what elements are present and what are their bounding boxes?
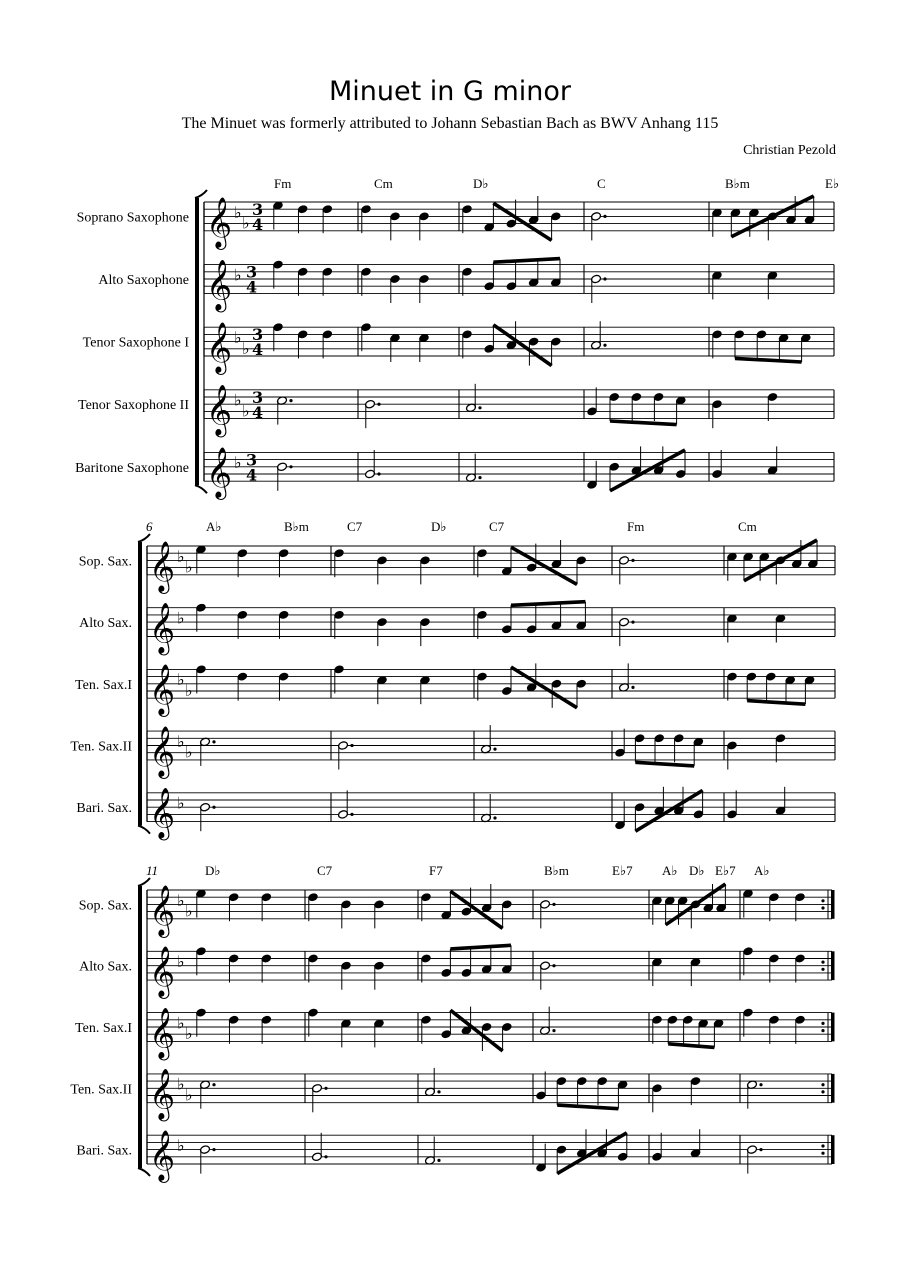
- chord-symbol: E♭: [825, 176, 840, 191]
- beam: [747, 701, 805, 705]
- dot: [212, 1083, 215, 1086]
- repeat-dot: [821, 899, 824, 902]
- final-barline-thick: [831, 890, 835, 919]
- dot: [324, 1155, 327, 1158]
- composer-name: Christian Pezold: [743, 143, 836, 158]
- key-flat-icon: ♭: [177, 952, 185, 972]
- instrument-label: Sop. Sax.: [78, 554, 132, 570]
- dot: [212, 1148, 215, 1151]
- score-title: Minuet in G minor: [328, 76, 572, 107]
- key-flat-icon: ♭: [177, 793, 185, 813]
- beam: [557, 1133, 627, 1174]
- treble-clef-icon: 𝄞: [149, 725, 176, 777]
- repeat-dot: [821, 1083, 824, 1086]
- system-bracket: [138, 542, 142, 826]
- time-signature-top: 3: [252, 325, 264, 345]
- key-flat-icon: ♭: [177, 608, 185, 628]
- time-signature-top: 3: [252, 387, 264, 407]
- treble-clef-icon: 𝄞: [206, 259, 233, 311]
- dot: [631, 621, 634, 624]
- key-flat-icon: ♭: [177, 1013, 185, 1033]
- measure-number: 11: [146, 863, 159, 878]
- repeat-dot: [821, 1152, 824, 1155]
- dot: [478, 406, 481, 409]
- final-barline-thick: [831, 1135, 835, 1164]
- instrument-label: Ten. Sax.II: [70, 1082, 132, 1098]
- treble-clef-icon: 𝄞: [149, 1068, 176, 1120]
- repeat-dot: [821, 961, 824, 964]
- beam: [610, 450, 685, 491]
- dot: [493, 816, 496, 819]
- dot: [324, 1087, 327, 1090]
- time-signature-bottom: 4: [252, 402, 264, 422]
- treble-clef-icon: 𝄞: [149, 1007, 176, 1059]
- chord-symbol: D♭: [689, 863, 705, 878]
- chord-symbol: E♭7: [715, 863, 736, 878]
- beam: [635, 762, 694, 766]
- time-signature-bottom: 4: [246, 277, 258, 297]
- key-flat-icon: ♭: [185, 901, 193, 921]
- key-flat-icon: ♭: [234, 265, 242, 285]
- key-flat-icon: ♭: [185, 1085, 193, 1105]
- chord-symbol: A♭: [662, 863, 678, 878]
- chord-symbol: Cm: [374, 176, 393, 191]
- time-signature-top: 3: [246, 450, 258, 470]
- instrument-label: Soprano Saxophone: [76, 210, 189, 226]
- key-flat-icon: ♭: [185, 681, 193, 700]
- key-flat-icon: ♭: [234, 453, 242, 473]
- instrument-label: Alto Sax.: [79, 616, 132, 632]
- treble-clef-icon: 𝄞: [149, 602, 176, 654]
- chord-symbol: B♭m: [725, 176, 750, 191]
- chord-symbol: C: [597, 176, 606, 191]
- dot: [377, 403, 380, 406]
- key-flat-icon: ♭: [234, 202, 242, 222]
- beam: [450, 1010, 502, 1051]
- chord-symbol: C7: [489, 519, 505, 534]
- time-signature-top: 3: [252, 200, 264, 219]
- chord-symbol: D♭: [431, 519, 447, 534]
- instrument-label: Ten. Sax.II: [70, 739, 132, 755]
- key-flat-icon: ♭: [234, 390, 242, 410]
- instrument-label: Alto Sax.: [79, 959, 132, 975]
- chord-symbol: Fm: [274, 176, 292, 191]
- key-flat-icon: ♭: [185, 742, 193, 762]
- chord-symbol: F7: [429, 863, 443, 878]
- treble-clef-icon: 𝄞: [206, 447, 233, 499]
- repeat-dot: [821, 1029, 824, 1032]
- dot: [350, 813, 353, 816]
- dot: [631, 686, 634, 689]
- chord-symbol: E♭7: [612, 863, 633, 878]
- key-flat-icon: ♭: [177, 1074, 185, 1094]
- beam: [735, 358, 802, 362]
- dot: [212, 740, 215, 743]
- instrument-label: Bari. Sax.: [76, 1143, 132, 1159]
- final-barline-thick: [831, 1013, 835, 1042]
- score-subtitle: The Minuet was formerly attributed to Johann Sebastian Bach as BWV Anhang 115: [181, 115, 719, 132]
- final-barline-thick: [831, 951, 835, 980]
- beam: [668, 1044, 714, 1048]
- treble-clef-icon: 𝄞: [206, 196, 233, 248]
- dot: [759, 1083, 762, 1086]
- beam: [511, 602, 585, 606]
- repeat-dot: [821, 968, 824, 971]
- repeat-dot: [821, 1090, 824, 1093]
- dot: [350, 744, 353, 747]
- treble-clef-icon: 𝄞: [149, 1130, 176, 1181]
- instrument-label: Bari. Sax.: [76, 801, 132, 817]
- beam: [493, 325, 551, 366]
- dot: [478, 476, 481, 479]
- dot: [289, 465, 292, 468]
- system-bracket: [138, 886, 142, 1168]
- instrument-label: Sop. Sax.: [78, 898, 132, 914]
- treble-clef-icon: 𝄞: [149, 540, 176, 592]
- key-flat-icon: ♭: [177, 890, 185, 910]
- time-signature-bottom: 4: [252, 215, 264, 234]
- dot: [437, 1159, 440, 1162]
- beam: [493, 259, 560, 263]
- chord-symbol: C7: [347, 519, 363, 534]
- dot: [603, 215, 606, 218]
- chord-symbol: B♭m: [284, 519, 309, 534]
- chord-symbol: C7: [317, 863, 333, 878]
- key-flat-icon: ♭: [242, 401, 250, 421]
- repeat-dot: [821, 1022, 824, 1025]
- time-signature-bottom: 4: [246, 465, 258, 485]
- time-signature-bottom: 4: [252, 340, 264, 360]
- instrument-label: Alto Saxophone: [98, 273, 189, 288]
- key-flat-icon: ♭: [177, 546, 185, 566]
- instrument-label: Baritone Saxophone: [75, 460, 189, 476]
- dot: [437, 1090, 440, 1093]
- system-bracket: [195, 198, 199, 485]
- beam: [511, 667, 577, 708]
- beam: [610, 421, 677, 425]
- dot: [493, 748, 496, 751]
- chord-symbol: A♭: [754, 863, 770, 878]
- key-flat-icon: ♭: [177, 1136, 185, 1155]
- beam: [635, 790, 702, 831]
- dot: [759, 1148, 762, 1151]
- instrument-label: Ten. Sax.I: [75, 1021, 132, 1036]
- chord-symbol: D♭: [205, 863, 221, 878]
- instrument-label: Tenor Saxophone II: [78, 398, 189, 414]
- treble-clef-icon: 𝄞: [149, 787, 176, 839]
- dot: [212, 806, 215, 809]
- treble-clef-icon: 𝄞: [149, 664, 176, 716]
- key-flat-icon: ♭: [185, 557, 193, 577]
- dot: [603, 277, 606, 280]
- treble-clef-icon: 𝄞: [149, 884, 176, 936]
- key-flat-icon: ♭: [242, 213, 250, 233]
- treble-clef-icon: 𝄞: [206, 384, 233, 436]
- beam: [557, 1105, 618, 1109]
- chord-symbol: Fm: [627, 519, 645, 534]
- treble-clef-icon: 𝄞: [206, 322, 233, 373]
- dot: [631, 559, 634, 562]
- key-flat-icon: ♭: [185, 1024, 193, 1044]
- repeat-dot: [821, 906, 824, 909]
- key-flat-icon: ♭: [234, 328, 242, 347]
- measure-number: 6: [146, 519, 153, 534]
- dot: [289, 399, 292, 402]
- final-barline-thick: [831, 1074, 835, 1103]
- treble-clef-icon: 𝄞: [149, 946, 176, 998]
- key-flat-icon: ♭: [177, 670, 185, 690]
- beam: [450, 945, 511, 949]
- chord-symbol: A♭: [206, 519, 222, 534]
- key-flat-icon: ♭: [177, 731, 185, 751]
- instrument-label: Tenor Saxophone I: [82, 335, 189, 351]
- key-flat-icon: ♭: [242, 338, 250, 358]
- dot: [552, 903, 555, 906]
- dot: [552, 964, 555, 967]
- instrument-label: Ten. Sax.I: [75, 677, 132, 693]
- repeat-dot: [821, 1144, 824, 1147]
- chord-symbol: B♭m: [544, 863, 569, 878]
- dot: [377, 472, 380, 475]
- dot: [552, 1029, 555, 1032]
- chord-symbol: D♭: [473, 176, 489, 191]
- dot: [603, 344, 606, 347]
- chord-symbol: Cm: [738, 519, 757, 534]
- time-signature-top: 3: [246, 262, 258, 282]
